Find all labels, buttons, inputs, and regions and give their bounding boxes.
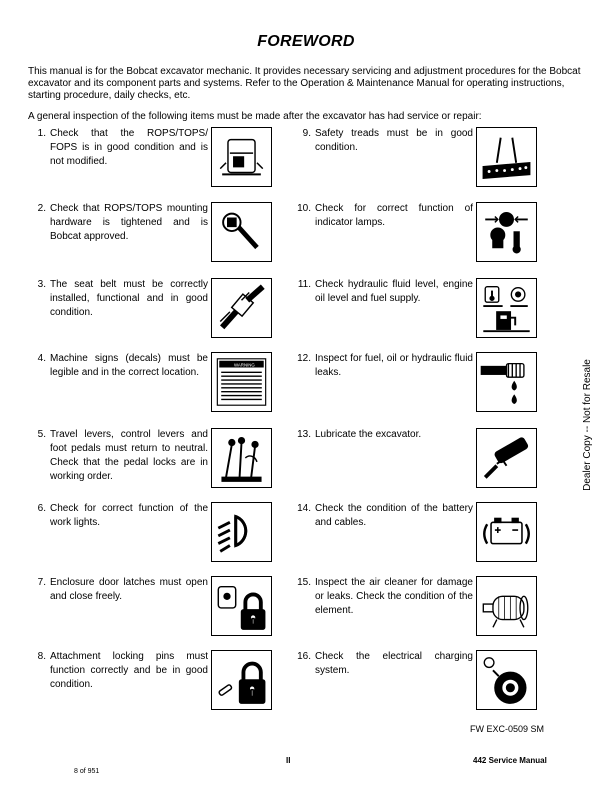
item-number: 15. — [297, 577, 311, 588]
figure-code: FW EXC-0509 SM — [470, 724, 545, 734]
item-number: 3. — [37, 279, 46, 290]
inspection-item-7 — [28, 576, 288, 646]
item-text: Check the condition of the battery and cables. — [315, 503, 473, 528]
fluid-leak-icon — [476, 352, 537, 412]
item-text: Enclosure door latches must open and close freely. — [50, 577, 208, 602]
inspection-item-14 — [293, 502, 553, 572]
inspection-item-3 — [28, 278, 288, 348]
page-number: II — [286, 756, 291, 765]
decal-warning-label: WARNING — [233, 362, 255, 368]
rops-cab-icon — [211, 127, 272, 187]
safety-tread-icon — [476, 127, 537, 187]
inspection-item-8 — [28, 650, 288, 720]
item-text: Inspect for fuel, oil or hydraulic fluid leaks. — [315, 353, 473, 378]
item-number: 1. — [37, 128, 46, 139]
inspection-item-12 — [293, 352, 553, 422]
item-number: 4. — [37, 353, 46, 364]
item-number: 8. — [37, 651, 46, 662]
item-text: Check for correct function of the work lights. — [50, 503, 208, 528]
item-text: Check that ROPS/TOPS mounting hardware is tightened and is Bobcat approved. — [50, 203, 208, 242]
inspection-item-2 — [28, 202, 288, 272]
fluid-levels-icon — [476, 278, 537, 338]
alternator-icon — [476, 650, 537, 710]
indicator-lamps-icon — [476, 202, 537, 262]
item-text: Travel levers, control levers and foot pedals must return to neutral. Check that the pedal locks are in working order. — [50, 429, 208, 482]
intro-paragraph: This manual is for the Bobcat excavator mechanic. It provides necessary servicing and adjustment procedures for the Bobcat excavator and its component parts and systems. Refer to the Operation & Maintenance Manual for operating instructions, starting procedure, daily checks, etc. — [28, 66, 581, 101]
item-text: Check hydraulic fluid level, engine oil level and fuel supply. — [315, 279, 473, 304]
control-levers-icon — [211, 428, 272, 488]
item-number: 6. — [37, 503, 46, 514]
inspection-item-5 — [28, 428, 288, 498]
inspection-item-6 — [28, 502, 288, 572]
item-number: 11. — [297, 279, 311, 290]
item-text: Inspect the air cleaner for damage or leaks. Check the condition of the element. — [315, 577, 473, 616]
item-number: 14. — [297, 503, 311, 514]
inspection-lead: A general inspection of the following items must be made after the excavator has had service or repair: — [28, 111, 482, 122]
item-text: Check that the ROPS/TOPS/ FOPS is in good condition and is not modified. — [50, 128, 208, 167]
inspection-item-13 — [293, 428, 553, 498]
item-text: Check the electrical charging system. — [315, 651, 473, 676]
item-number: 13. — [297, 429, 311, 440]
air-cleaner-icon — [476, 576, 537, 636]
pdf-page-count: 8 of 951 — [74, 768, 100, 775]
warning-decal-icon — [211, 352, 272, 412]
item-text: Safety treads must be in good condition. — [315, 128, 473, 153]
item-text: Machine signs (decals) must be legible and in the correct location. — [50, 353, 208, 378]
locking-pin-lock-icon — [211, 650, 272, 710]
inspection-item-16 — [293, 650, 553, 720]
item-number: 7. — [37, 577, 46, 588]
item-text: Check for correct function of indicator lamps. — [315, 203, 473, 228]
seat-belt-icon — [211, 278, 272, 338]
battery-icon — [476, 502, 537, 562]
inspection-item-4 — [28, 352, 288, 422]
item-number: 5. — [37, 429, 46, 440]
item-number: 12. — [297, 353, 311, 364]
page-title: FOREWORD — [257, 33, 355, 50]
item-text: Attachment locking pins must function correctly and be in good condition. — [50, 651, 208, 690]
inspection-item-10 — [293, 202, 553, 272]
item-number: 16. — [297, 651, 311, 662]
item-text: Lubricate the excavator. — [315, 429, 422, 440]
item-text: The seat belt must be correctly installed, functional and in good condition. — [50, 279, 208, 318]
grease-gun-icon — [476, 428, 537, 488]
inspection-item-9 — [293, 127, 553, 197]
inspection-item-15 — [293, 576, 553, 646]
wrench-icon — [211, 202, 272, 262]
item-number: 10. — [297, 203, 311, 214]
manual-title: 442 Service Manual — [473, 756, 547, 765]
inspection-item-11 — [293, 278, 553, 348]
item-number: 9. — [302, 128, 311, 139]
work-light-icon — [211, 502, 272, 562]
dealer-copy-watermark: Dealer Copy -- Not for Resale — [582, 359, 593, 491]
item-number: 2. — [37, 203, 46, 214]
inspection-item-1 — [28, 127, 288, 197]
door-latch-lock-icon — [211, 576, 272, 636]
